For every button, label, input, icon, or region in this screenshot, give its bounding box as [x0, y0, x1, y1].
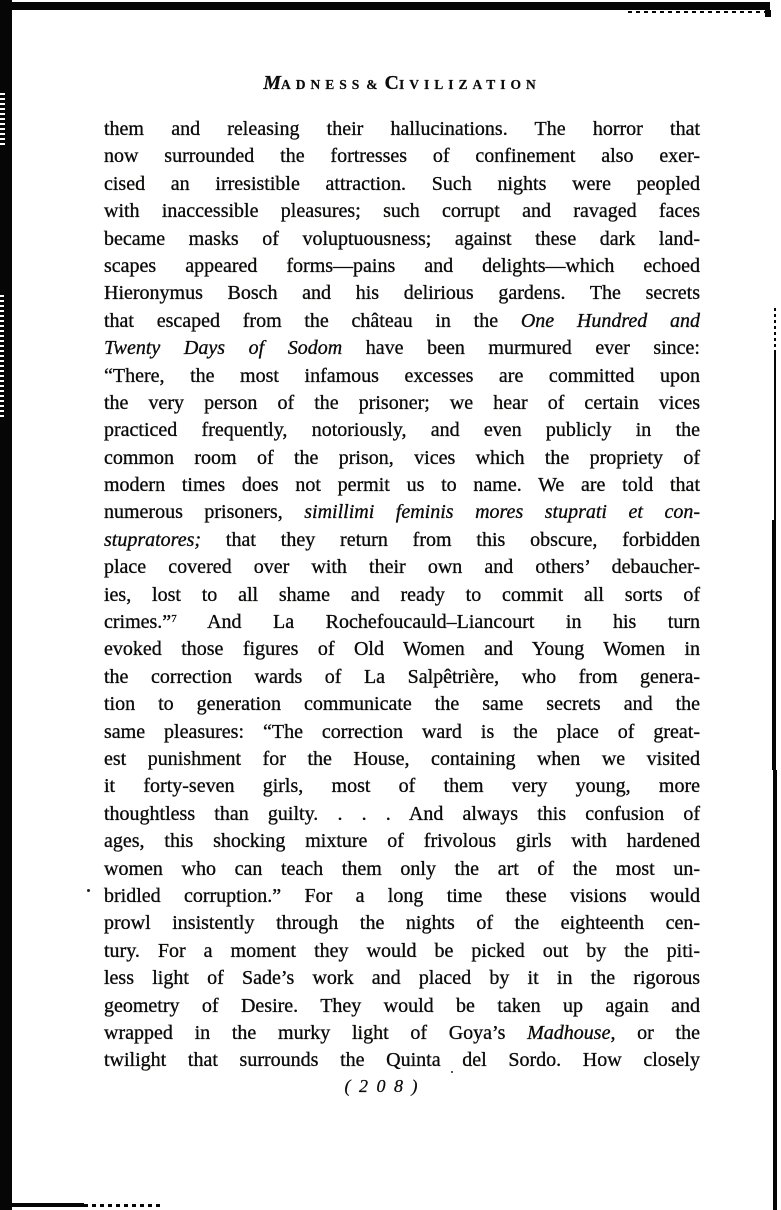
body-line: [104, 253, 700, 280]
body-line: [104, 746, 700, 773]
footnote-ref: 7: [171, 613, 177, 626]
body-segment: ages, this shocking mixture of frivolous girls with hardened: [104, 830, 700, 853]
scan-artifact-left-bar: [0, 0, 12, 1210]
body-segment: now surrounded the fortresses of confinement also exer-: [104, 145, 700, 168]
body-line: [104, 801, 700, 828]
body-line: [104, 280, 700, 307]
body-line: [104, 910, 700, 937]
body-line: [104, 363, 700, 390]
body-segment: place covered over with their own and others’ debaucher-: [104, 556, 700, 579]
body-segment: practiced frequently, notoriously, and even publicly in the: [104, 419, 700, 442]
body-segment: prowl insistently through the nights of the eighteenth cen-: [104, 912, 700, 935]
body-segment: it forty-seven girls, most of them very young, more: [104, 775, 700, 798]
body-segment: have been murmured ever since:: [342, 337, 700, 360]
body-line: [104, 390, 700, 417]
body-segment: ies, lost to all shame and ready to commit all sorts of: [104, 583, 700, 606]
body-line: [104, 856, 700, 883]
body-line: [104, 828, 700, 855]
body-segment: Hieronymus Bosch and his delirious gardens. The secrets: [104, 282, 700, 305]
body-line: [104, 609, 700, 636]
scan-artifact-right-low: [773, 770, 777, 1210]
body-line: [104, 664, 700, 691]
running-head-segment: ADNESS: [281, 77, 365, 92]
body-segment: the correction wards of La Salpêtrière, who from genera-: [104, 665, 700, 688]
running-head-segment: M: [263, 72, 282, 94]
body-segment: that they return from this obscure, forbidden: [201, 528, 700, 551]
body-line: [104, 636, 700, 663]
body-segment: scapes appeared forms—pains and delights—which echoed: [104, 254, 700, 277]
body-line: [104, 1020, 700, 1047]
body-segment: evoked those figures of Old Women and Young Women in: [104, 638, 700, 661]
body-line: [104, 1047, 700, 1074]
body-line: [104, 143, 700, 170]
body-segment: bridled corruption.” For a long time these visions would: [104, 884, 700, 907]
scan-artifact-left-notches-lower: [0, 295, 4, 420]
body-segment: geometry of Desire. They would be taken up again and: [104, 994, 700, 1017]
body-segment: simillimi feminis mores stuprati et con-: [304, 501, 700, 524]
running-head-segment: C: [384, 72, 399, 94]
scan-artifact-right-thin: [774, 352, 776, 520]
body-segment: twilight that surrounds the Quinta del Sordo. How closely: [104, 1049, 700, 1072]
body-segment: And La Rochefoucauld–Liancourt in his turn: [176, 611, 700, 634]
body-line: [104, 582, 700, 609]
body-segment: modern times does not permit us to name. We are told that: [104, 474, 700, 497]
body-segment: thoughtless than guilty. . . . And always this confusion of: [104, 802, 700, 825]
body-segment: same pleasures: “The correction ward is the place of great-: [104, 720, 700, 743]
scan-speck-margin: [87, 889, 90, 892]
body-line: [104, 554, 700, 581]
body-line: [104, 719, 700, 746]
page-number: ( 2 0 8 ): [344, 1076, 420, 1096]
body-segment: stupratores;: [104, 528, 202, 551]
scan-artifact-top-bar: [12, 2, 770, 10]
body-line: [104, 773, 700, 800]
body-segment: “There, the most infamous excesses are committed upon: [104, 364, 700, 387]
body-line: [104, 499, 700, 526]
body-segment: numerous prisoners,: [104, 501, 305, 524]
body-segment: less light of Sade’s work and placed by it in the rigorous: [104, 967, 700, 990]
body-segment: that escaped from the château in the: [104, 309, 521, 332]
body-line: [104, 445, 700, 472]
running-head: [104, 72, 700, 95]
scan-artifact-right-dotted: [774, 308, 776, 352]
body-segment: tury. For a moment they would be picked out by the piti-: [104, 939, 700, 962]
body-line: [104, 308, 700, 335]
body-line: [104, 116, 700, 143]
body-line: [104, 527, 700, 554]
running-head-segment: IVILIZATION: [399, 77, 541, 92]
scan-artifact-top-fringe: [628, 11, 766, 13]
body-segment: wrapped in the murky light of Goya’s: [104, 1021, 528, 1044]
body-segment: crimes.”: [104, 611, 172, 634]
scan-artifact-right-mid: [772, 520, 776, 770]
running-head-segment: &: [366, 77, 378, 92]
body-segment: them and releasing their hallucinations. The horror that: [104, 118, 700, 140]
body-segment: common room of the prison, vices which the propriety of: [104, 446, 700, 469]
body-line: [104, 993, 700, 1020]
body-segment: became masks of voluptuousness; against these dark land-: [104, 227, 700, 250]
scan-artifact-bottom-foot-dashes: [84, 1204, 162, 1207]
body-line: [104, 472, 700, 499]
body-line: [104, 335, 700, 362]
body-line: [104, 883, 700, 910]
body-line: [104, 226, 700, 253]
body-line: [104, 417, 700, 444]
body-segment: Madhouse: [527, 1021, 611, 1044]
body-line: [104, 691, 700, 718]
body-line: [104, 965, 700, 992]
scan-artifact-left-notches-upper: [0, 93, 5, 148]
body-segment: women who can teach them only the art of the most un-: [104, 857, 700, 880]
body-text: [104, 116, 700, 1075]
body-segment: Twenty Days of Sodom: [104, 337, 343, 360]
body-segment: cised an irresistible attraction. Such nights were peopled: [104, 172, 700, 195]
body-segment: , or the: [610, 1021, 700, 1044]
scan-artifact-bottom-foot: [12, 1203, 84, 1207]
body-line: [104, 938, 700, 965]
body-segment: One Hundred and: [520, 309, 700, 332]
body-line: [104, 171, 700, 198]
body-line: [104, 198, 700, 225]
body-segment: est punishment for the House, containing when we visited: [104, 747, 700, 770]
body-segment: the very person of the prisoner; we hear of certain vices: [104, 391, 700, 414]
body-segment: tion to generation communicate the same secrets and the: [104, 693, 700, 716]
body-segment: with inaccessible pleasures; such corrupt and ravaged faces: [104, 200, 700, 223]
